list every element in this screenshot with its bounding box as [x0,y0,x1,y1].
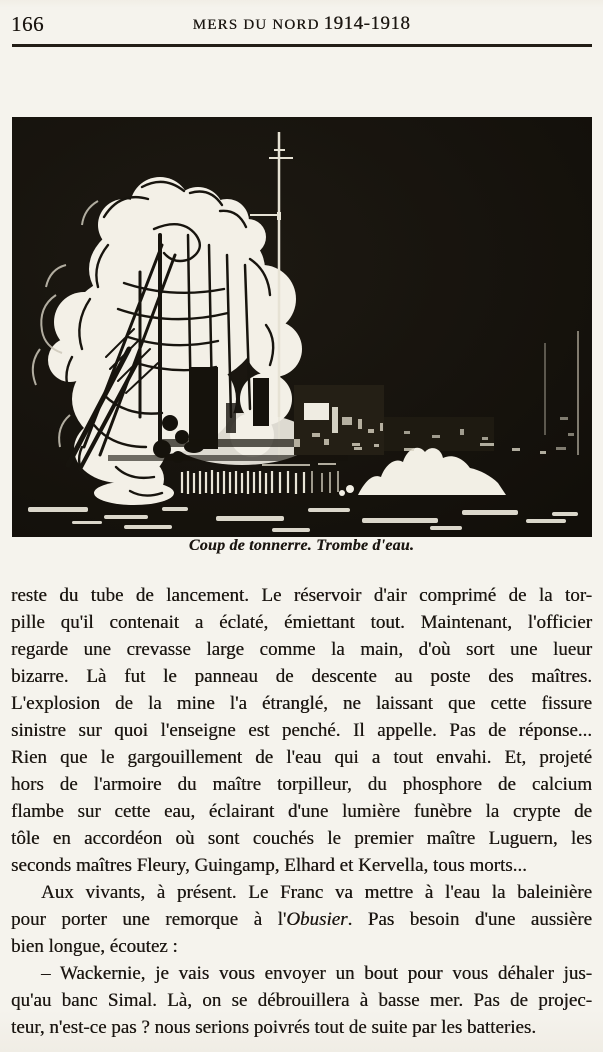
body-line: sinistre sur quoi l'enseigne est penché. Il appelle. Pas de réponse... [11,720,592,741]
figure-caption: Coup de tonnerre. Trombe d'eau. [188,537,415,554]
body-line: qu'au banc Simal. Là, on se débrouillera à basse mer. Pas de projec- [11,990,592,1011]
paragraph [11,582,592,879]
body-line: reste du tube de lancement. Le réservoir d'air comprimé de la tor- [11,585,592,606]
running-title-years: 1914-1918 [323,13,411,34]
running-head [0,8,603,40]
body-line: flambe sur cette eau, éclairant d'une lumière funèbre la crypte de [11,801,592,822]
body-line: pille qu'il contenait a éclaté, émiettant tout. Maintenant, l'officier [11,612,592,633]
body-text [11,582,592,1041]
page-number: 166 [11,12,44,36]
body-line: teur, n'est-ce pas ? nous serions poivrés tout de suite par les batteries. [11,1017,537,1038]
body-line: seconds maîtres Fleury, Guingamp, Elhard et Kervella, tous morts... [11,855,527,876]
body-line: regarde une crevasse large comme la main, d'où sort une lueur [11,639,592,660]
body-line: L'explosion de la mine l'a étranglé, ne laissant que cette fissure [11,693,592,714]
running-title [0,8,603,41]
body-line: tôle en accordéon où sont couchés le premier maître Luguern, les [11,828,592,849]
body-line: Rien que le gargouillement de l'eau qui a tout envahi. Et, projeté [11,747,592,768]
body-line: – Wackernie, je vais vous envoyer un bout pour vous déhaler jus- [41,963,592,984]
body-line: hors de l'armoire du maître torpilleur, du phosphore de calcium [11,774,592,795]
paragraph [11,960,592,1041]
paragraph [11,879,592,960]
explosion-plate-svg [12,117,592,537]
running-title-text: MERS DU NORD [192,17,320,33]
header-rule [12,44,592,47]
body-line: pour porter une remorque à l'Obusier. Pas besoin d'une aussière [11,909,592,930]
illustration [12,117,592,537]
body-line: bien longue, écoutez : [11,936,178,957]
body-line: bizarre. Là fut le panneau de descente au poste des maîtres. [11,666,592,687]
body-line: Aux vivants, à présent. Le Franc va mettre à l'eau la baleinière [41,882,592,903]
